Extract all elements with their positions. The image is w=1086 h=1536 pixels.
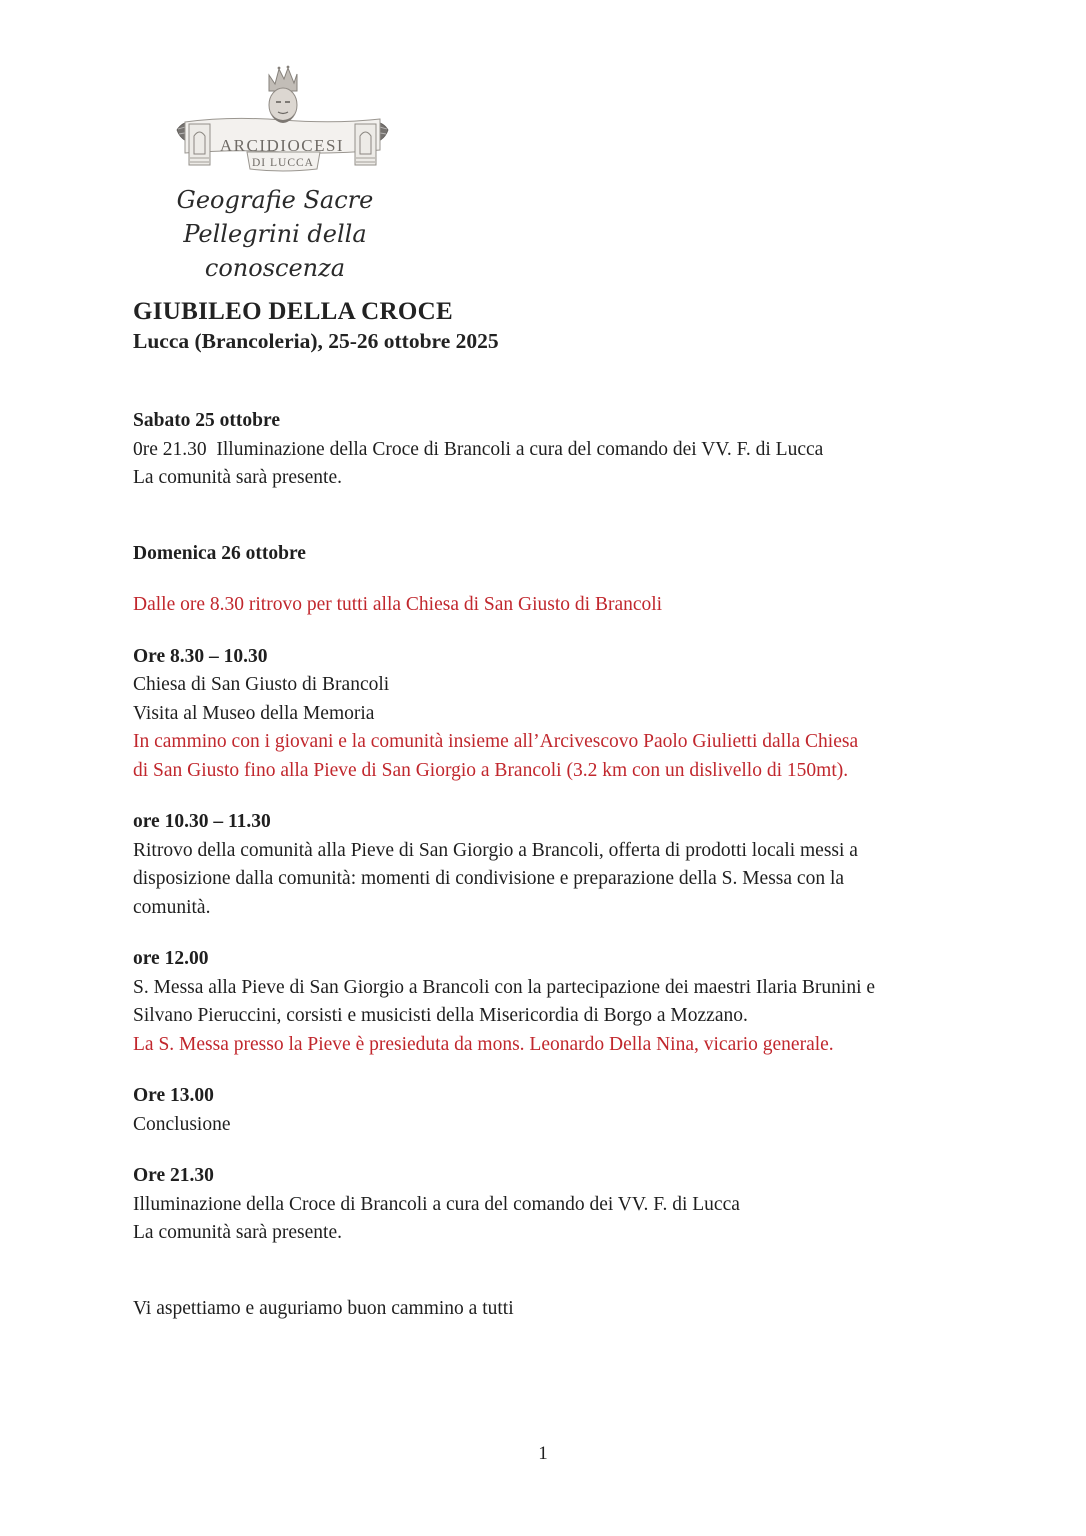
schedule-text-line: Silvano Pieruccini, corsisti e musicisti della Misericordia di Borgo a Mozzano. xyxy=(133,1005,748,1026)
page-subtitle: Lucca (Brancoleria), 25-26 ottobre 2025 xyxy=(133,329,499,353)
schedule-text-line: Vi aspettiamo e auguriamo buon cammino a tutti xyxy=(133,1297,514,1319)
crowned-head-icon xyxy=(269,66,297,123)
schedule-text-line: La comunità sarà presente. xyxy=(133,467,342,488)
left-tab-icon xyxy=(189,124,210,165)
schedule-highlight-line: In cammino con i giovani e la comunità insieme all’Arcivescovo Paolo Giulietti dalla Chiesa xyxy=(133,731,859,752)
schedule-text-line: disposizione dalla comunità: momenti di condivisione e preparazione della S. Messa con la xyxy=(133,868,845,889)
schedule-highlight-line: di San Giusto fino alla Pieve di San Giorgio a Brancoli (3.2 km con un dislivello di 150mt). xyxy=(133,759,849,781)
page-number: 1 xyxy=(538,1443,548,1464)
schedule-heading-line: Ore 21.30 xyxy=(133,1165,214,1186)
schedule-text-line: Visita al Museo della Memoria xyxy=(133,702,375,724)
schedule-text-line: S. Messa alla Pieve di San Giorgio a Brancoli con la partecipazione dei maestri Ilaria Brunini e xyxy=(133,976,876,998)
motto-line-1: Geografie Sacre xyxy=(176,186,374,214)
schedule-highlight-line: La S. Messa presso la Pieve è presieduta da mons. Leonardo Della Nina, vicario generale. xyxy=(133,1033,834,1055)
schedule-highlight-line: Dalle ore 8.30 ritrovo per tutti alla Chiesa di San Giusto di Brancoli xyxy=(133,594,663,615)
schedule-text-line: 0re 21.30 Illuminazione della Croce di Brancoli a cura del comando dei VV. F. di Lucca xyxy=(133,438,824,460)
schedule-text-line: Chiesa di San Giusto di Brancoli xyxy=(133,674,390,695)
schedule-text-line: Conclusione xyxy=(133,1113,231,1135)
schedule-content xyxy=(133,407,1033,1323)
schedule-text-line: Ritrovo della comunità alla Pieve di San Giorgio a Brancoli, offerta di prodotti locali messi a xyxy=(133,839,858,861)
organization-motto xyxy=(130,183,420,285)
schedule-heading-line: Ore 8.30 – 10.30 xyxy=(133,645,268,667)
document-title-block xyxy=(133,296,499,356)
schedule-heading-line: ore 10.30 – 11.30 xyxy=(133,811,271,832)
schedule-text-line: Illuminazione della Croce di Brancoli a cura del comando dei VV. F. di Lucca xyxy=(133,1193,740,1215)
schedule-heading-line: Domenica 26 ottobre xyxy=(133,542,306,564)
page-title: GIUBILEO DELLA CROCE xyxy=(133,298,453,325)
right-tab-icon xyxy=(355,124,376,165)
motto-line-2: Pellegrini della conoscenza xyxy=(183,220,367,282)
schedule-heading-line: ore 12.00 xyxy=(133,948,209,969)
schedule-text-line: comunità. xyxy=(133,896,211,918)
logo-banner-text: ARCIDIOCESI xyxy=(219,136,345,155)
schedule-heading-line: Ore 13.00 xyxy=(133,1085,214,1106)
schedule-heading-line: Sabato 25 ottobre xyxy=(133,410,280,431)
arcidiocesi-di-lucca-logo xyxy=(175,62,390,174)
logo-banner-subtext: DI LUCCA xyxy=(252,157,314,169)
schedule-text-line: La comunità sarà presente. xyxy=(133,1222,342,1243)
